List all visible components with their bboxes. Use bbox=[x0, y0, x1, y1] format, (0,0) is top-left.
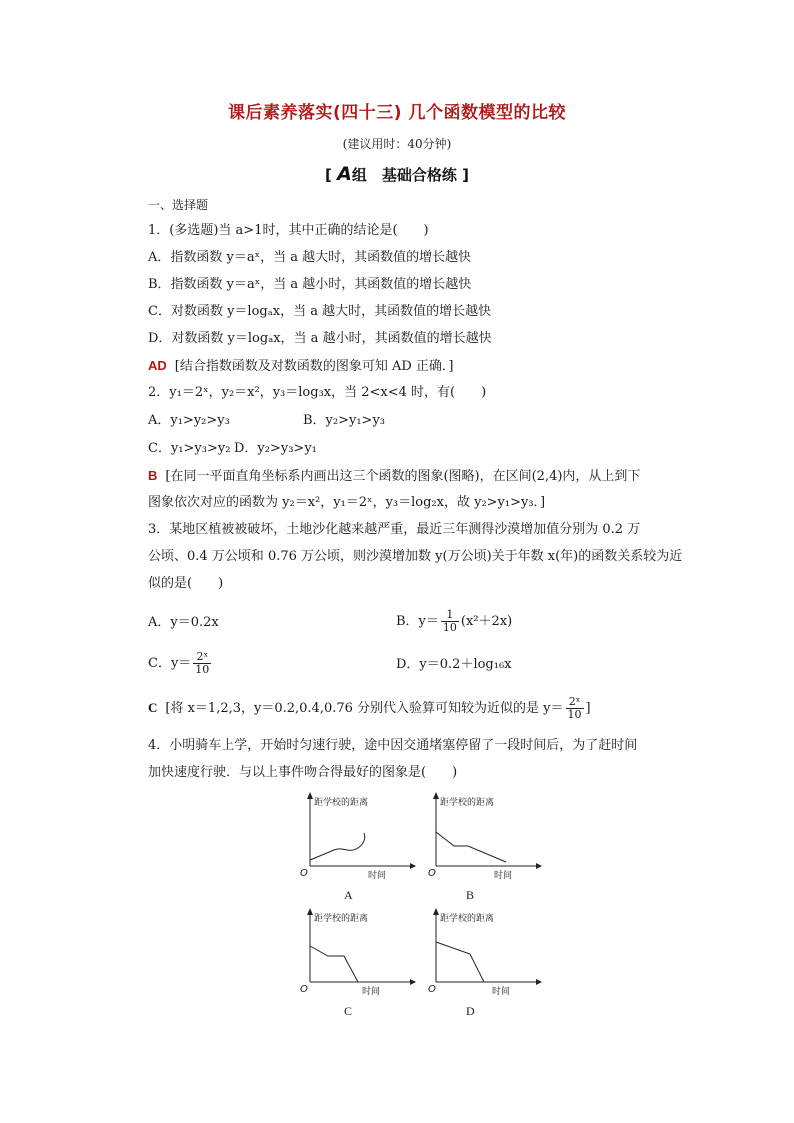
q2-option-b: B．y₂>y₁>y₃ bbox=[303, 413, 386, 428]
q2-option-c: C．y₁>y₃>y₂ bbox=[148, 441, 231, 456]
q3-option-b-prefix: B．y＝ bbox=[396, 614, 439, 629]
q2-option-a: A．y₁>y₂>y₃ bbox=[148, 413, 230, 428]
q4-stem-2: 加快速度行驶．与以上事件吻合得最好的图象是( ) bbox=[148, 765, 458, 780]
q4-graph-b-label: B bbox=[466, 888, 475, 902]
q3-option-c bbox=[148, 647, 213, 681]
q2-solution-line1 bbox=[148, 467, 640, 486]
x-axis-label: 时间 bbox=[492, 987, 511, 997]
q2-explanation-1: [在同一平面直角坐标系内画出这三个函数的图象(图略)，在区间(2,4)内，从上到下 bbox=[165, 469, 641, 484]
q3-explanation-close: ] bbox=[585, 701, 591, 716]
x-axis-arrow bbox=[410, 863, 416, 869]
q1-explanation: [结合指数函数及对数函数的图象可知 AD 正确．] bbox=[174, 359, 454, 374]
q3-explanation-denominator: 10 bbox=[567, 708, 582, 721]
y-axis-arrow bbox=[307, 908, 313, 915]
q4-graph-c-label: C bbox=[344, 1004, 353, 1018]
q3-option-c-numerator: 2ˣ bbox=[193, 651, 211, 664]
q3-option-b bbox=[396, 605, 512, 639]
q4-graph-d bbox=[426, 906, 546, 1006]
q3-stem-2: 公顷、0.4 万公顷和 0.76 万公顷，则沙漠增加数 y(万公顷)关于年数 x(年)的函数关系较为近 bbox=[148, 549, 683, 564]
y-axis-arrow bbox=[433, 792, 439, 799]
group-bracket-open: [ bbox=[325, 166, 332, 184]
q3-explanation: [将 x＝1,2,3，y＝0.2,0.4,0.76 分别代入验算可知较为近似的是 y＝ bbox=[165, 701, 564, 716]
q3-option-c-denominator: 10 bbox=[195, 663, 210, 676]
y-axis-arrow bbox=[433, 908, 439, 915]
q3-answer: C bbox=[148, 700, 158, 715]
q3-explanation-fraction bbox=[566, 696, 584, 721]
distance-curve bbox=[310, 833, 365, 860]
y-axis-label: 距学校的距离 bbox=[440, 914, 495, 924]
q4-stem-1: 4．小明骑车上学，开始时匀速行驶，途中因交通堵塞停留了一段时间后，为了赶时间 bbox=[148, 738, 638, 753]
group-letter: A bbox=[337, 163, 352, 185]
distance-curve bbox=[436, 832, 506, 862]
q3-option-b-suffix: (x²＋2x) bbox=[460, 614, 513, 629]
x-axis-label: 时间 bbox=[368, 871, 387, 881]
x-axis-label: 时间 bbox=[494, 871, 513, 881]
q4-graph-d-label: D bbox=[466, 1004, 475, 1018]
page-title: 课后素养落实(四十三) 几个函数模型的比较 bbox=[228, 103, 566, 123]
x-axis-arrow bbox=[536, 863, 542, 869]
q1-option-b: B．指数函数 y＝aˣ，当 a 越小时，其函数值的增长越快 bbox=[148, 277, 472, 292]
origin-label: O bbox=[300, 868, 308, 879]
group-heading bbox=[0, 163, 794, 185]
q3-explanation-numerator: 2ˣ bbox=[566, 696, 584, 709]
q1-answer: AD bbox=[148, 358, 167, 373]
x-axis-arrow bbox=[536, 979, 542, 985]
y-axis-label: 距学校的距离 bbox=[314, 914, 369, 924]
section-heading: 一、选择题 bbox=[148, 198, 209, 212]
q3-option-a: A．y＝0.2x bbox=[148, 615, 219, 630]
origin-label: O bbox=[428, 984, 436, 995]
time-hint: (建议用时：40分钟) bbox=[342, 137, 452, 151]
q4-graph-c bbox=[296, 906, 416, 1006]
q1-option-a: A．指数函数 y＝aˣ，当 a 越大时，其函数值的增长越快 bbox=[148, 250, 472, 265]
q3-option-b-numerator: 1 bbox=[441, 609, 459, 622]
q3-stem-1: 3．某地区植被被破坏，土地沙化越来越严重，最近三年测得沙漠增加值分别为 0.2 万 bbox=[148, 522, 641, 537]
q2-explanation-2: 图象依次对应的函数为 y₂＝x²，y₁＝2ˣ，y₃＝log₂x，故 y₂>y₁>y₃．] bbox=[148, 495, 546, 510]
q4-graph-a-label: A bbox=[344, 888, 353, 902]
q1-option-c: C．对数函数 y＝logₐx，当 a 越大时，其函数值的增长越快 bbox=[148, 304, 492, 319]
q3-option-c-fraction bbox=[193, 651, 211, 676]
q4-graph-b bbox=[426, 790, 546, 890]
group-label: 组 基础合格练 bbox=[351, 166, 457, 184]
x-axis-label: 时间 bbox=[362, 987, 381, 997]
origin-label: O bbox=[300, 984, 308, 995]
q2-stem: 2．y₁＝2ˣ，y₂＝x²，y₃＝log₃x，当 2<x<4 时，有( ) bbox=[148, 385, 487, 400]
q3-option-d: D．y＝0.2＋log₁₆x bbox=[396, 657, 512, 672]
q1-option-d: D．对数函数 y＝logₐx，当 a 越小时，其函数值的增长越快 bbox=[148, 331, 492, 346]
distance-curve bbox=[310, 946, 358, 982]
q2-option-d: D．y₂>y₃>y₁ bbox=[234, 441, 317, 456]
q3-option-b-denominator: 10 bbox=[442, 621, 457, 634]
q3-solution bbox=[148, 691, 591, 726]
x-axis-arrow bbox=[410, 979, 416, 985]
q4-graph-a bbox=[296, 790, 416, 890]
q1-solution bbox=[148, 357, 454, 376]
y-axis-label: 距学校的距离 bbox=[314, 798, 369, 808]
y-axis-label: 距学校的距离 bbox=[440, 798, 495, 808]
y-axis-arrow bbox=[307, 792, 313, 799]
q3-stem-3: 似的是( ) bbox=[148, 576, 224, 591]
q1-stem: 1．(多选题)当 a>1时，其中正确的结论是( ) bbox=[148, 223, 429, 238]
group-bracket-close: ] bbox=[462, 166, 469, 184]
origin-label: O bbox=[428, 868, 436, 879]
q2-answer: B bbox=[148, 468, 158, 483]
q3-option-b-fraction bbox=[441, 609, 459, 634]
q3-option-c-prefix: C．y＝ bbox=[148, 656, 192, 671]
distance-curve bbox=[436, 942, 484, 982]
